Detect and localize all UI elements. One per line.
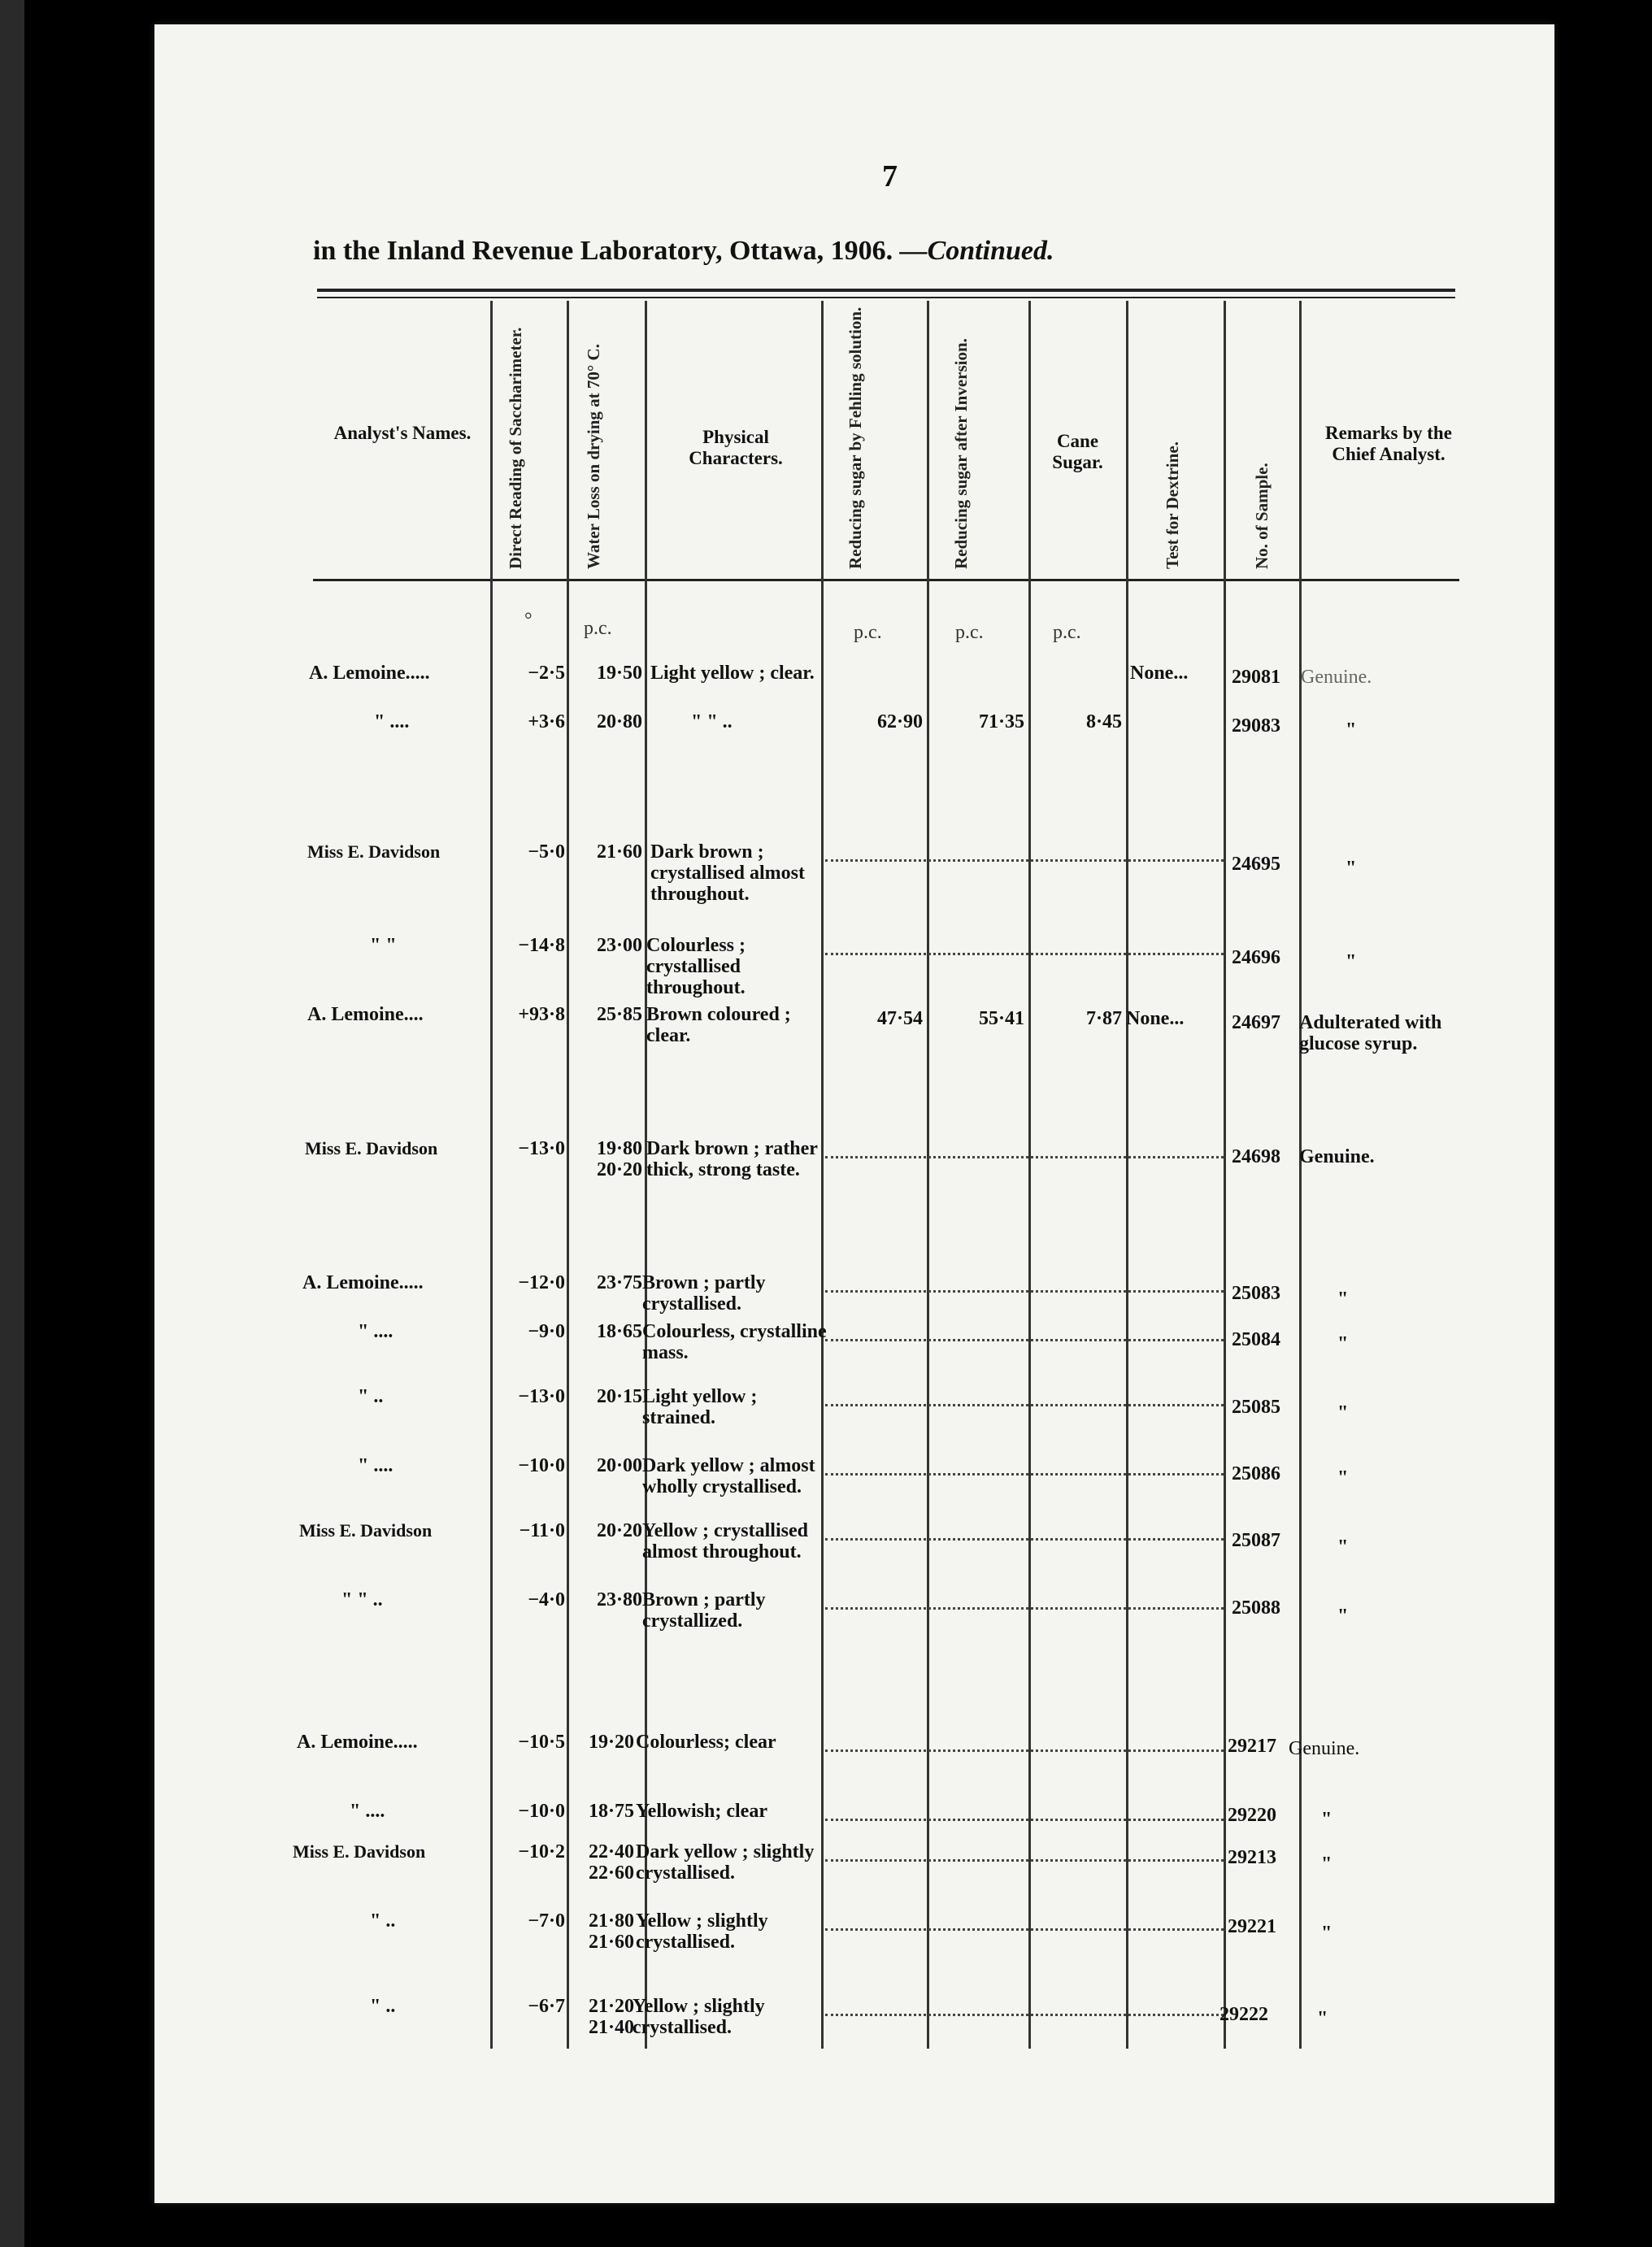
cell-analyst: " .... bbox=[358, 1455, 393, 1476]
col-line bbox=[927, 301, 929, 2049]
cell-sample: 29221 bbox=[1228, 1916, 1276, 1937]
cell-physical: Dark brown ; rather thick, strong taste. bbox=[646, 1138, 818, 1180]
cell-remarks: Genuine. bbox=[1299, 1146, 1375, 1167]
cell-reading: −6·7 bbox=[528, 1996, 565, 2017]
cell-water: 22·40 22·60 bbox=[588, 1841, 634, 1884]
leader-dots bbox=[825, 1536, 1224, 1541]
unit-reducing-inversion: p.c. bbox=[955, 622, 984, 643]
cell-physical: Light yellow ; strained. bbox=[642, 1386, 758, 1428]
cell-remarks: " bbox=[1337, 1467, 1349, 1489]
cell-analyst: Miss E. Davidson bbox=[299, 1520, 433, 1541]
cell-inversion: 71·35 bbox=[978, 711, 1024, 732]
cell-reading: +93·8 bbox=[518, 1004, 565, 1025]
cell-remarks: " bbox=[1337, 1606, 1349, 1627]
cell-reading: −9·0 bbox=[528, 1321, 565, 1342]
cell-physical: " " .. bbox=[691, 711, 733, 732]
cell-water: 25·85 bbox=[596, 1004, 642, 1025]
cell-analyst: A. Lemoine..... bbox=[309, 663, 430, 684]
cell-physical: Colourless, crystalline mass. bbox=[642, 1321, 827, 1363]
cell-fehling: 47·54 bbox=[876, 1008, 923, 1029]
cell-remarks: " bbox=[1346, 951, 1357, 972]
header-water-loss: Water Loss on drying at 70° C. bbox=[584, 344, 603, 569]
unit-direct-reading: ° bbox=[524, 610, 533, 631]
cell-reading: −4·0 bbox=[528, 1589, 565, 1610]
col-line bbox=[1224, 301, 1226, 2049]
cell-reading: +3·6 bbox=[528, 711, 565, 732]
header-cane-sugar: Cane Sugar. bbox=[1052, 431, 1103, 472]
cell-remarks: " bbox=[1317, 2008, 1328, 2029]
cell-physical: Dark yellow ; slightly crystallised. bbox=[636, 1841, 815, 1884]
cell-cane: 7·87 bbox=[1085, 1008, 1122, 1029]
cell-sample: 29081 bbox=[1232, 667, 1280, 688]
cell-water: 21·60 bbox=[596, 841, 642, 863]
col-line bbox=[1126, 301, 1128, 2049]
cell-remarks: " bbox=[1346, 719, 1357, 741]
cell-reading: −10·0 bbox=[518, 1801, 565, 1822]
header-dextrine: Test for Dextrine. bbox=[1163, 441, 1182, 569]
cell-sample: 24698 bbox=[1232, 1146, 1280, 1167]
cell-sample: 29213 bbox=[1228, 1847, 1276, 1868]
leader-dots bbox=[825, 1154, 1224, 1158]
cell-physical: Colourless ; crystallised throughout. bbox=[646, 935, 746, 998]
cell-physical: Yellow ; slightly crystallised. bbox=[633, 1996, 765, 2038]
cell-analyst: Miss E. Davidson bbox=[293, 1841, 426, 1862]
header-physical: Physical Characters. bbox=[689, 427, 783, 468]
cell-remarks: Adulterated with glucose syrup. bbox=[1299, 1012, 1442, 1054]
cell-reading: −10·2 bbox=[518, 1841, 565, 1862]
cell-inversion: 55·41 bbox=[978, 1008, 1024, 1029]
cell-physical: Colourless; clear bbox=[636, 1732, 776, 1753]
cell-remarks: " bbox=[1321, 1854, 1332, 1875]
cell-reading: −10·0 bbox=[518, 1455, 565, 1476]
cell-remarks: Genuine. bbox=[1301, 667, 1372, 688]
header-remarks: Remarks by the Chief Analyst. bbox=[1325, 423, 1452, 464]
header-analyst: Analyst's Names. bbox=[333, 423, 472, 443]
cell-physical: Brown ; partly crystallised. bbox=[642, 1272, 766, 1315]
cell-sample: 24695 bbox=[1232, 854, 1280, 875]
cell-analyst: " .... bbox=[374, 711, 410, 732]
cell-remarks: " bbox=[1337, 1289, 1349, 1310]
leader-dots bbox=[825, 1337, 1224, 1341]
cell-sample: 29217 bbox=[1228, 1736, 1276, 1757]
cell-reading: −5·0 bbox=[528, 841, 565, 863]
cell-sample: 25086 bbox=[1232, 1463, 1280, 1484]
cell-reading: −11·0 bbox=[519, 1520, 565, 1541]
cell-analyst: " .... bbox=[358, 1321, 393, 1342]
top-rule bbox=[317, 289, 1455, 292]
unit-water-loss: p.c. bbox=[584, 618, 612, 639]
cell-water: 20·20 bbox=[596, 1520, 642, 1541]
unit-reducing-fehling: p.c. bbox=[854, 622, 882, 643]
leader-dots bbox=[825, 951, 1224, 955]
cell-reading: −14·8 bbox=[518, 935, 565, 956]
header-sample-no: No. of Sample. bbox=[1252, 463, 1272, 569]
cell-sample: 29220 bbox=[1228, 1805, 1276, 1826]
header-bottom-rule bbox=[313, 579, 1459, 581]
heading-text: in the Inland Revenue Laboratory, Ottawa, 1906. bbox=[313, 236, 893, 266]
cell-remarks: " bbox=[1346, 858, 1357, 879]
col-line bbox=[1028, 301, 1031, 2049]
cell-reading: −2·5 bbox=[528, 663, 565, 684]
leader-dots bbox=[825, 1606, 1224, 1610]
cell-fehling: 62·90 bbox=[876, 711, 923, 732]
cell-dextrine: None... bbox=[1130, 663, 1189, 684]
cell-remarks: " bbox=[1321, 1809, 1332, 1830]
cell-sample: 29222 bbox=[1219, 2004, 1268, 2025]
cell-sample: 29083 bbox=[1232, 715, 1280, 737]
cell-physical: Dark brown ; crystallised almost throughout. bbox=[650, 841, 805, 905]
header-reducing-fehling: Reducing sugar by Fehling solution. bbox=[846, 306, 865, 569]
cell-water: 18·75 bbox=[588, 1801, 634, 1822]
cell-physical: Yellow ; crystallised almost throughout. bbox=[642, 1520, 808, 1562]
leader-dots bbox=[825, 1927, 1224, 1931]
cell-remarks: Genuine. bbox=[1289, 1738, 1360, 1759]
leader-dots bbox=[825, 1748, 1224, 1752]
cell-analyst: Miss E. Davidson bbox=[305, 1138, 438, 1158]
unit-cane-sugar: p.c. bbox=[1053, 622, 1081, 643]
leader-dots bbox=[825, 858, 1224, 862]
cell-water: 19·80 20·20 bbox=[596, 1138, 642, 1180]
cell-reading: −10·5 bbox=[518, 1732, 565, 1753]
cell-water: 23·80 bbox=[596, 1589, 642, 1610]
cell-water: 18·65 bbox=[596, 1321, 642, 1342]
leader-dots bbox=[825, 1817, 1224, 1821]
cell-water: 20·00 bbox=[596, 1455, 642, 1476]
cell-remarks: " bbox=[1337, 1333, 1349, 1354]
leader-dots bbox=[825, 1289, 1224, 1293]
cell-physical: Brown ; partly crystallized. bbox=[642, 1589, 766, 1632]
cell-sample: 24696 bbox=[1232, 947, 1280, 968]
cell-remarks: " bbox=[1337, 1402, 1349, 1423]
cell-analyst: " .. bbox=[358, 1386, 384, 1407]
header-direct-reading: Direct Reading of Saccharimeter. bbox=[506, 327, 525, 569]
cell-sample: 24697 bbox=[1232, 1012, 1280, 1033]
cell-physical: Yellow ; slightly crystallised. bbox=[636, 1910, 768, 1953]
cell-sample: 25085 bbox=[1232, 1397, 1280, 1418]
leader-dots bbox=[825, 2012, 1224, 2016]
cell-cane: 8·45 bbox=[1085, 711, 1122, 732]
cell-sample: 25084 bbox=[1232, 1329, 1280, 1350]
cell-analyst: " .. bbox=[370, 1996, 396, 2017]
cell-physical: Yellowish; clear bbox=[636, 1801, 767, 1822]
cell-water: 21·80 21·60 bbox=[588, 1910, 634, 1953]
col-line bbox=[490, 301, 493, 2049]
leader-dots bbox=[825, 1402, 1224, 1406]
cell-analyst: " .. bbox=[370, 1910, 396, 1932]
cell-dextrine: None... bbox=[1126, 1008, 1185, 1029]
cell-water: 23·00 bbox=[596, 935, 642, 956]
cell-analyst: " " bbox=[370, 935, 397, 956]
cell-physical: Dark yellow ; almost wholly crystallised. bbox=[642, 1455, 815, 1497]
cell-analyst: Miss E. Davidson bbox=[307, 841, 441, 862]
page-heading bbox=[313, 236, 1054, 267]
cell-remarks: " bbox=[1337, 1536, 1349, 1558]
cell-analyst: " .... bbox=[350, 1801, 385, 1822]
top-rule-2 bbox=[317, 297, 1455, 298]
cell-physical: Brown coloured ; clear. bbox=[646, 1004, 791, 1046]
cell-sample: 25087 bbox=[1232, 1530, 1280, 1551]
cell-analyst: A. Lemoine..... bbox=[297, 1732, 418, 1753]
left-page-edge bbox=[0, 0, 24, 2247]
col-line bbox=[1299, 301, 1302, 2049]
cell-reading: −13·0 bbox=[518, 1138, 565, 1159]
leader-dots bbox=[825, 1858, 1224, 1862]
cell-physical: Light yellow ; clear. bbox=[650, 663, 815, 684]
cell-remarks: " bbox=[1321, 1923, 1332, 1944]
cell-water: 20·80 bbox=[596, 711, 642, 732]
cell-analyst: " " .. bbox=[341, 1589, 383, 1610]
cell-water: 20·15 bbox=[596, 1386, 642, 1407]
header-reducing-inversion: Reducing sugar after Inversion. bbox=[951, 338, 971, 569]
cell-sample: 25083 bbox=[1232, 1283, 1280, 1304]
cell-reading: −7·0 bbox=[528, 1910, 565, 1932]
cell-sample: 25088 bbox=[1232, 1597, 1280, 1619]
heading-continued: —Continued. bbox=[899, 236, 1054, 266]
cell-analyst: A. Lemoine..... bbox=[302, 1272, 424, 1293]
cell-reading: −12·0 bbox=[518, 1272, 565, 1293]
cell-water: 19·50 bbox=[596, 663, 642, 684]
page-number: 7 bbox=[882, 159, 898, 193]
cell-reading: −13·0 bbox=[518, 1386, 565, 1407]
cell-analyst: A. Lemoine.... bbox=[307, 1004, 424, 1025]
cell-water: 21·20 21·40 bbox=[588, 1996, 634, 2038]
cell-water: 19·20 bbox=[588, 1732, 634, 1753]
leader-dots bbox=[825, 1471, 1224, 1476]
cell-water: 23·75 bbox=[596, 1272, 642, 1293]
